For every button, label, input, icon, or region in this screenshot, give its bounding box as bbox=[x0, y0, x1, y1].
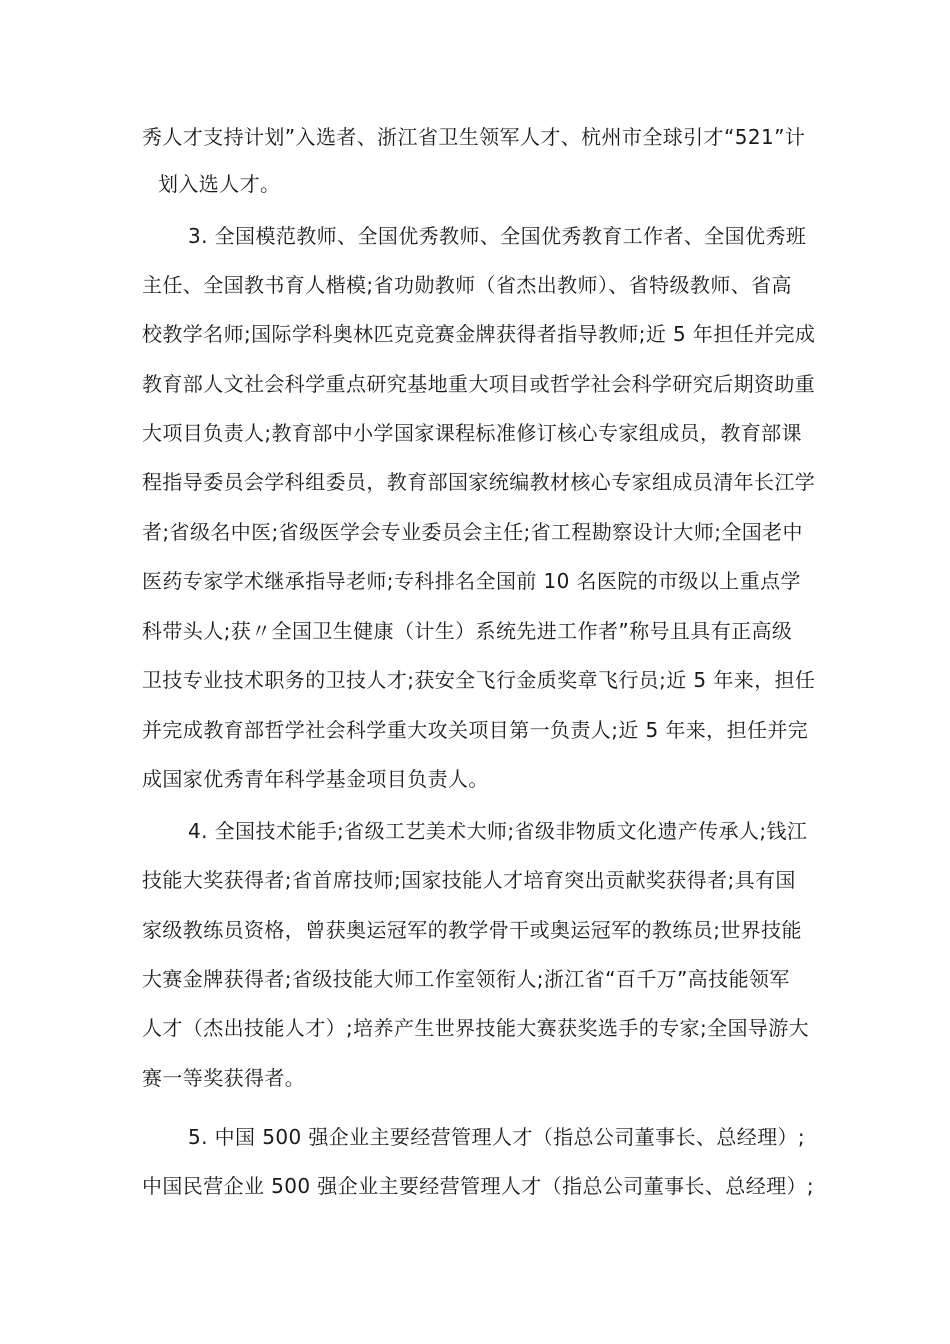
text-line: 成国家优秀青年科学基金项目负责人。 bbox=[142, 767, 489, 791]
text-line: 主任、全国教书育人楷模;省功勋教师（省杰出教师）、省特级教师、省高 bbox=[142, 273, 792, 297]
text-line: 校教学名师;国际学科奥林匹克竞赛金牌获得者指导教师;近 5 年担任并完成 bbox=[142, 322, 816, 346]
paragraph-4-start: 4. 全国技术能手;省级工艺美术大师;省级非物质文化遗产传承人;钱江 bbox=[188, 819, 808, 843]
text-line: 科带头人;获〃全国卫生健康（计生）系统先进工作者”称号且具有正高级 bbox=[142, 619, 793, 643]
text-line: 大赛金牌获得者;省级技能大师工作室领衔人;浙江省“百千万”高技能领军 bbox=[142, 967, 790, 991]
text-line: 者;省级名中医;省级医学会专业委员会主任;省工程勘察设计大师;全国老中 bbox=[142, 520, 803, 544]
text-line: 技能大奖获得者;省首席技师;国家技能人才培育突出贡献奖获得者;具有国 bbox=[142, 868, 796, 892]
text-line: 人才（杰出技能人才）;培养产生世界技能大赛获奖选手的专家;全国导游大 bbox=[142, 1016, 810, 1040]
text-line: 卫技专业技术职务的卫技人才;获安全飞行金质奖章飞行员;近 5 年来，担任 bbox=[142, 668, 816, 692]
text-line: 大项目负责人;教育部中小学国家课程标准修订核心专家组成员，教育部课 bbox=[142, 421, 802, 445]
text-line: 秀人才支持计划”入选者、浙江省卫生领军人才、杭州市全球引才“521”计 bbox=[142, 125, 806, 149]
text-line: 赛一等奖获得者。 bbox=[142, 1066, 306, 1090]
text-line: 教育部人文社会科学重点研究基地重大项目或哲学社会科学研究后期资助重 bbox=[142, 372, 816, 396]
text-line: 划入选人才。 bbox=[158, 172, 281, 196]
paragraph-3-start: 3. 全国模范教师、全国优秀教师、全国优秀教育工作者、全国优秀班 bbox=[188, 224, 807, 248]
text-line: 医药专家学术继承指导老师;专科排名全国前 10 名医院的市级以上重点学 bbox=[142, 569, 801, 593]
text-line: 程指导委员会学科组委员，教育部国家统编教材核心专家组成员清年长江学 bbox=[142, 470, 816, 494]
paragraph-5-start: 5. 中国 500 强企业主要经营管理人才（指总公司董事长、总经理）; bbox=[188, 1125, 806, 1149]
text-line: 中国民营企业 500 强企业主要经营管理人才（指总公司董事长、总经理）; bbox=[142, 1174, 815, 1198]
text-line: 并完成教育部哲学社会科学重大攻关项目第一负责人;近 5 年来，担任并完 bbox=[142, 718, 809, 742]
text-line: 家级教练员资格，曾获奥运冠军的教学骨干或奥运冠军的教练员;世界技能 bbox=[142, 918, 802, 942]
